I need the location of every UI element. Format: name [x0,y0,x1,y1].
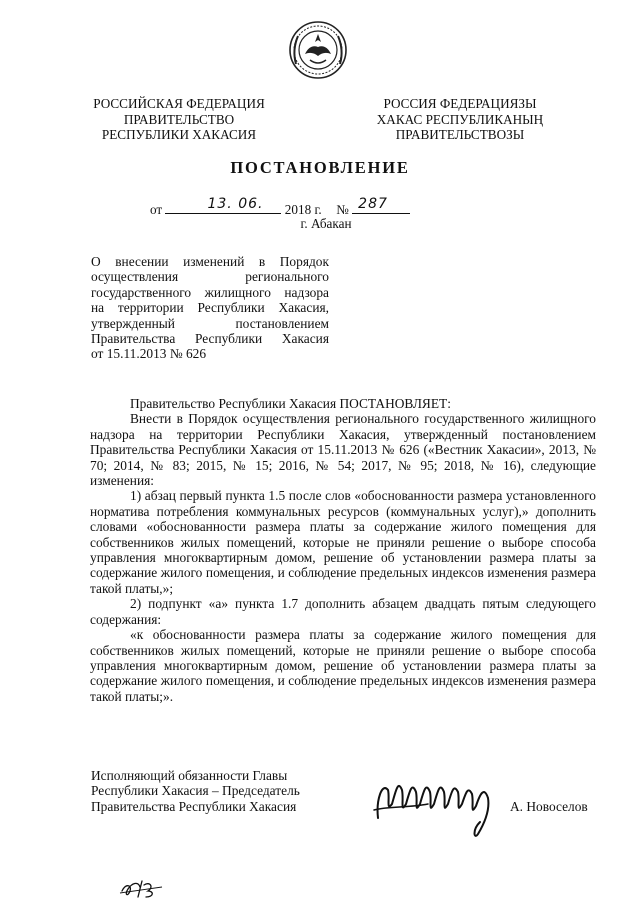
header-right-line: ХАКАС РЕСПУБЛИКАНЫҢ [376,111,544,127]
from-label: от [150,202,163,217]
signer-name: А. Новоселов [510,799,588,814]
signature-title-line: Правительства Республики Хакасия [91,798,297,814]
subject-block [91,254,329,362]
handwritten-initials [118,875,168,901]
signature-title-line: Республики Хакасия – Председатель [91,783,300,799]
number-handwritten: 287 [358,195,388,212]
handwritten-signature [368,760,508,840]
document-body [90,396,596,704]
body-paragraph: Внести в Порядок осуществления регионального государственного жилищного надзора на территории Республики Хакасия, утвержденный постановлением Правительства Республики Хакасия от 15.11.2013 № 626 («Вестник Хакасии», 2013, № 70; 2014, № 83; 2015, № 15; 2016, № 54; 2017, № 95; 2018, № 16), следующие изменения: [90,411,596,489]
document-title: ПОСТАНОВЛЕНИЕ [230,158,410,177]
date-handwritten: 13. 06. [207,195,264,212]
body-paragraph: «к обоснованности размера платы за содержание жилого помещения для собственников жилых помещений, которые не приняли решение о выборе способа управления многоквартирным домом, решение об установлении размера платы за содержание жилого помещения, и соблюдение предельных индексов изменения размера такой платы;». [90,627,596,704]
header-left-line: РОССИЙСКАЯ ФЕДЕРАЦИЯ [93,96,265,111]
header-right [345,96,575,143]
date-blank [165,195,281,214]
header-right-line: РОССИЯ ФЕДЕРАЦИЯЗЫ [383,96,537,111]
subject-line: на территории Республики Хакасия, [91,300,329,316]
number-blank [352,195,410,214]
coat-of-arms-emblem [288,20,348,80]
subject-line: Правительства Республики Хакасия [91,331,329,347]
year-label: 2018 г. [284,202,322,217]
body-intro: Правительство Республики Хакасия ПОСТАНОВЛЯЕТ: [130,396,451,411]
subject-line: государственного жилищного надзора [91,284,329,300]
header-left-line: РЕСПУБЛИКИ ХАКАСИЯ [101,127,257,142]
body-paragraph: 1) абзац первый пункта 1.5 после слов «обоснованности размера установленного норматива потребления коммунальных ресурсов (коммунальных услуг),» дополнить словами «обоснованности размера платы за содержание жилого помещения для собственников жилых помещений, которые не приняли решение о выборе способа управления многоквартирным домом, решение об установлении размера платы за содержание жилого помещения, и соблюдение предельных индексов изменения размера такой платы,»; [90,488,596,596]
date-number-line [150,195,490,217]
signature-title-line: Исполняющий обязанности Главы [91,768,288,783]
subject-line: от 15.11.2013 № 626 [91,346,207,362]
body-paragraph: 2) подпункт «а» пункта 1.7 дополнить абзацем двадцать пятым следующего содержания: [90,596,596,627]
signature-block [91,768,341,814]
header-left [64,96,294,143]
header-left-line: ПРАВИТЕЛЬСТВО [123,111,235,127]
subject-line: осуществления регионального [91,269,329,285]
subject-line: О внесении изменений в Порядок [91,254,329,269]
number-label: № [336,202,349,217]
subject-line: утвержденный постановлением [91,315,329,331]
city-label: г. Абакан [300,216,352,231]
header-right-line: ПРАВИТЕЛЬСТВОЗЫ [395,127,525,142]
